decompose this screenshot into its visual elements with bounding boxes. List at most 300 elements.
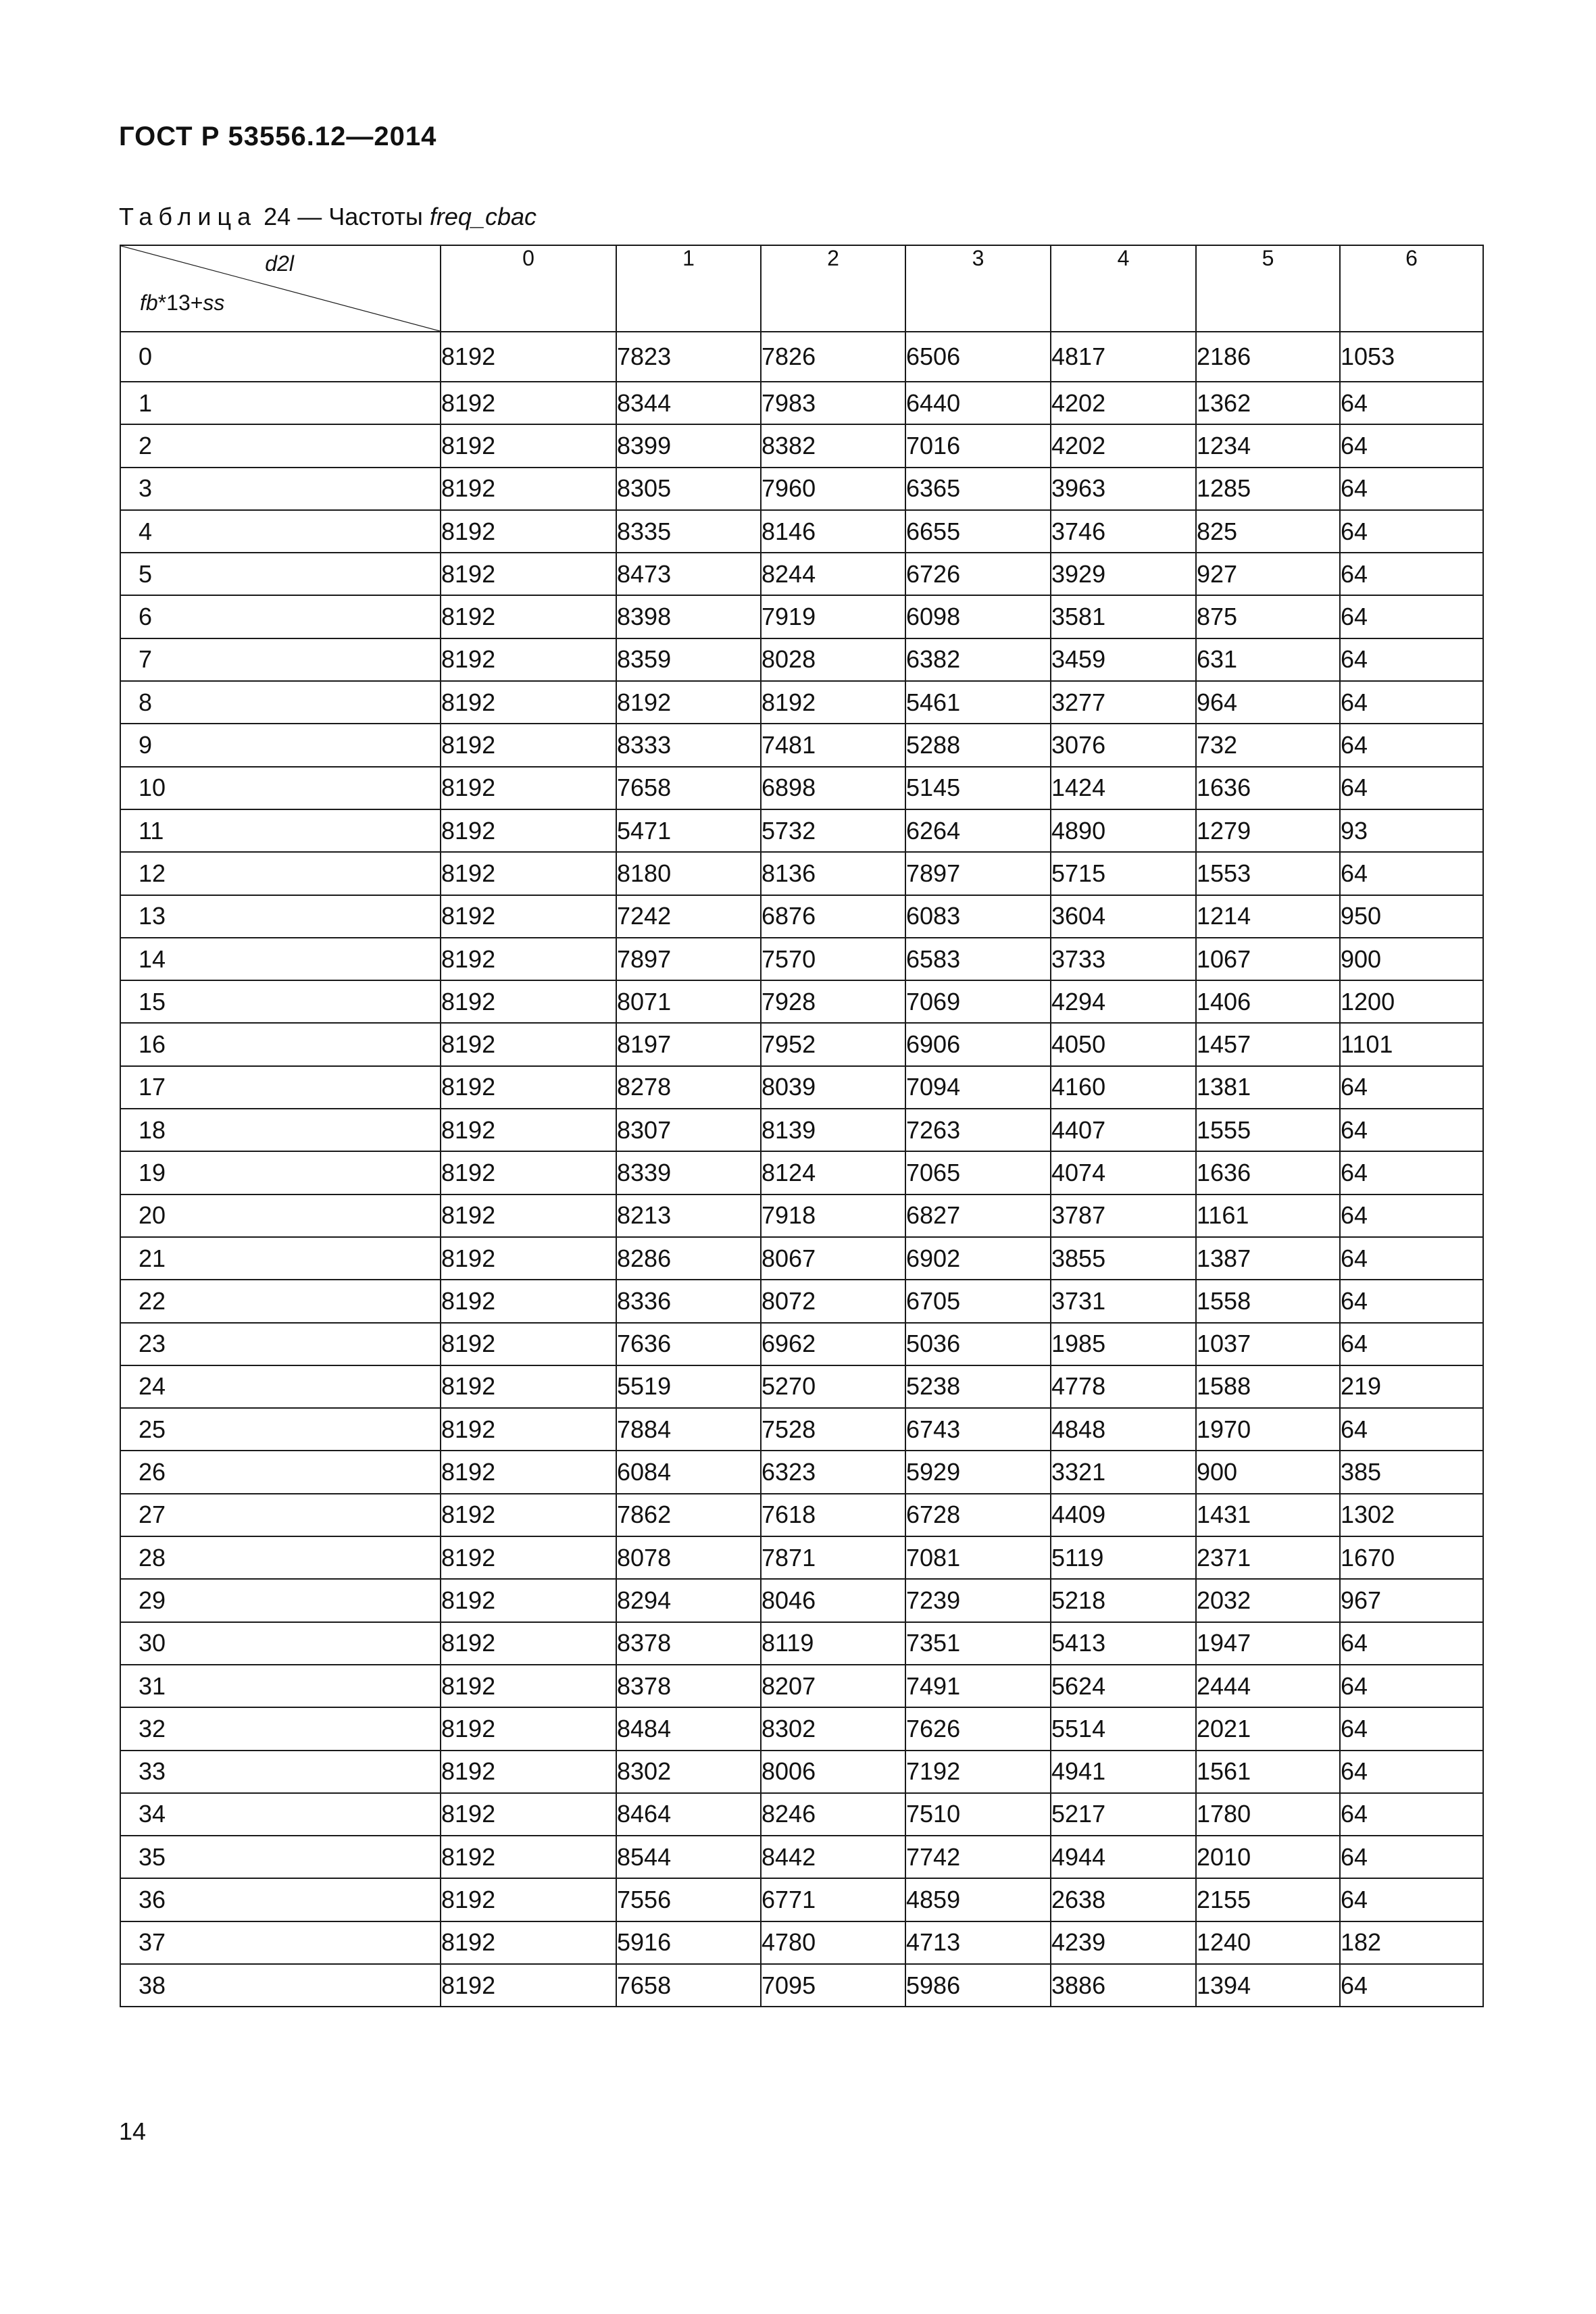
- table-cell: 8192: [441, 638, 616, 681]
- table-cell: 7823: [616, 332, 761, 382]
- table-cell: 8192: [441, 468, 616, 510]
- table-cell: 8333: [616, 724, 761, 766]
- table-cell: 8335: [616, 510, 761, 553]
- freq-table: [120, 245, 1484, 2007]
- row-key-cell: 36: [120, 1878, 441, 1921]
- table-cell: 1381: [1196, 1066, 1340, 1109]
- table-row: [120, 332, 1483, 382]
- table-cell: 64: [1340, 852, 1483, 895]
- table-cell: 1555: [1196, 1109, 1340, 1151]
- table-cell: 2638: [1051, 1878, 1196, 1921]
- table-cell: 64: [1340, 1836, 1483, 1878]
- table-cell: 2021: [1196, 1707, 1340, 1750]
- table-cell: 5916: [616, 1921, 761, 1964]
- table-row: [120, 1836, 1483, 1878]
- table-cell: 8192: [616, 681, 761, 724]
- table-cell: 8192: [761, 681, 905, 724]
- table-cell: 1053: [1340, 332, 1483, 382]
- table-cell: 8192: [441, 980, 616, 1023]
- table-cell: 8192: [441, 1023, 616, 1065]
- table-cell: 7897: [905, 852, 1051, 895]
- caption-prefix: Таблица: [119, 203, 257, 230]
- table-cell: 5514: [1051, 1707, 1196, 1750]
- table-cell: 900: [1196, 1451, 1340, 1493]
- table-cell: 1424: [1051, 767, 1196, 809]
- table-cell: 4817: [1051, 332, 1196, 382]
- row-key-cell: 17: [120, 1066, 441, 1109]
- table-cell: 8192: [441, 1451, 616, 1493]
- table-cell: 6098: [905, 595, 1051, 638]
- table-cell: 1636: [1196, 1151, 1340, 1194]
- column-axis-label: d2l: [265, 251, 294, 276]
- table-cell: 8399: [616, 424, 761, 467]
- table-cell: 8028: [761, 638, 905, 681]
- table-row: [120, 938, 1483, 980]
- table-cell: 6084: [616, 1451, 761, 1493]
- table-cell: 93: [1340, 809, 1483, 852]
- table-cell: 8192: [441, 1622, 616, 1665]
- table-cell: 8192: [441, 1494, 616, 1536]
- table-cell: 8305: [616, 468, 761, 510]
- table-cell: 8484: [616, 1707, 761, 1750]
- table-cell: 8192: [441, 895, 616, 938]
- table-cell: 6898: [761, 767, 905, 809]
- table-cell: 8192: [441, 553, 616, 595]
- table-cell: 64: [1340, 1323, 1483, 1365]
- row-axis-label: [140, 291, 224, 316]
- table-row: [120, 424, 1483, 467]
- row-key-cell: 16: [120, 1023, 441, 1065]
- table-cell: 7069: [905, 980, 1051, 1023]
- table-cell: 4202: [1051, 424, 1196, 467]
- table-cell: 7928: [761, 980, 905, 1023]
- caption-table-name: freq_cbac: [429, 203, 537, 230]
- table-cell: 6902: [905, 1237, 1051, 1280]
- row-key-cell: 22: [120, 1280, 441, 1322]
- table-cell: 7192: [905, 1751, 1051, 1793]
- column-header: 3: [905, 245, 1051, 332]
- table-cell: 1985: [1051, 1323, 1196, 1365]
- row-key-cell: 12: [120, 852, 441, 895]
- table-cell: 1780: [1196, 1793, 1340, 1836]
- table-cell: 8344: [616, 382, 761, 424]
- row-key-cell: 9: [120, 724, 441, 766]
- table-cell: 7897: [616, 938, 761, 980]
- table-cell: 7884: [616, 1408, 761, 1451]
- table-cell: 8207: [761, 1665, 905, 1707]
- table-cell: 8192: [441, 382, 616, 424]
- table-cell: 7094: [905, 1066, 1051, 1109]
- table-cell: 8192: [441, 681, 616, 724]
- table-cell: 8382: [761, 424, 905, 467]
- row-key-cell: 7: [120, 638, 441, 681]
- table-cell: 875: [1196, 595, 1340, 638]
- table-cell: 8192: [441, 1237, 616, 1280]
- table-cell: 5036: [905, 1323, 1051, 1365]
- table-cell: 8192: [441, 767, 616, 809]
- table-cell: 8192: [441, 424, 616, 467]
- table-cell: 8192: [441, 724, 616, 766]
- table-cell: 631: [1196, 638, 1340, 681]
- table-cell: 8473: [616, 553, 761, 595]
- table-cell: 1561: [1196, 1751, 1340, 1793]
- table-cell: 4160: [1051, 1066, 1196, 1109]
- row-key-cell: 29: [120, 1579, 441, 1621]
- table-cell: 8192: [441, 510, 616, 553]
- row-key-cell: 33: [120, 1751, 441, 1793]
- table-cell: 4859: [905, 1878, 1051, 1921]
- table-cell: 8192: [441, 1194, 616, 1237]
- table-row: [120, 510, 1483, 553]
- table-cell: 64: [1340, 681, 1483, 724]
- table-cell: 5238: [905, 1365, 1051, 1408]
- table-cell: 6771: [761, 1878, 905, 1921]
- table-cell: 1240: [1196, 1921, 1340, 1964]
- table-cell: 7960: [761, 468, 905, 510]
- table-cell: 1558: [1196, 1280, 1340, 1322]
- table-cell: 1200: [1340, 980, 1483, 1023]
- row-key-cell: 14: [120, 938, 441, 980]
- row-key-cell: 24: [120, 1365, 441, 1408]
- table-cell: 64: [1340, 1622, 1483, 1665]
- table-row: [120, 1921, 1483, 1964]
- table-cell: 3886: [1051, 1964, 1196, 2007]
- table-cell: 1037: [1196, 1323, 1340, 1365]
- row-key-cell: 0: [120, 332, 441, 382]
- table-cell: 6906: [905, 1023, 1051, 1065]
- column-header: 1: [616, 245, 761, 332]
- table-cell: 7242: [616, 895, 761, 938]
- row-key-cell: 35: [120, 1836, 441, 1878]
- table-row: [120, 1323, 1483, 1365]
- row-key-cell: 21: [120, 1237, 441, 1280]
- table-cell: 927: [1196, 553, 1340, 595]
- table-cell: 64: [1340, 424, 1483, 467]
- table-cell: 8192: [441, 1665, 616, 1707]
- table-row: [120, 1751, 1483, 1793]
- column-header: 2: [761, 245, 905, 332]
- table-cell: 8046: [761, 1579, 905, 1621]
- table-cell: 8307: [616, 1109, 761, 1151]
- table-cell: 64: [1340, 1751, 1483, 1793]
- table-cell: 7626: [905, 1707, 1051, 1750]
- table-cell: 8192: [441, 1707, 616, 1750]
- table-cell: 1394: [1196, 1964, 1340, 2007]
- table-cell: 5624: [1051, 1665, 1196, 1707]
- table-cell: 8244: [761, 553, 905, 595]
- table-cell: 3459: [1051, 638, 1196, 681]
- table-cell: 5732: [761, 809, 905, 852]
- table-row: [120, 980, 1483, 1023]
- table-cell: 64: [1340, 595, 1483, 638]
- table-cell: 64: [1340, 1408, 1483, 1451]
- row-key-cell: 6: [120, 595, 441, 638]
- table-cell: 5461: [905, 681, 1051, 724]
- table-cell: 732: [1196, 724, 1340, 766]
- table-cell: 64: [1340, 724, 1483, 766]
- table-row: [120, 1707, 1483, 1750]
- table-cell: 825: [1196, 510, 1340, 553]
- table-cell: 64: [1340, 553, 1483, 595]
- table-cell: 4713: [905, 1921, 1051, 1964]
- table-cell: 900: [1340, 938, 1483, 980]
- table-cell: 64: [1340, 1707, 1483, 1750]
- table-cell: 8192: [441, 809, 616, 852]
- table-cell: 8192: [441, 1109, 616, 1151]
- table-cell: 1970: [1196, 1408, 1340, 1451]
- table-cell: 3733: [1051, 938, 1196, 980]
- table-cell: 5217: [1051, 1793, 1196, 1836]
- table-row: [120, 895, 1483, 938]
- table-row: [120, 809, 1483, 852]
- table-row: [120, 1151, 1483, 1194]
- row-key-cell: 37: [120, 1921, 441, 1964]
- column-header: 0: [441, 245, 616, 332]
- table-cell: 1067: [1196, 938, 1340, 980]
- corner-cell: [120, 245, 441, 332]
- table-cell: 1279: [1196, 809, 1340, 852]
- table-cell: 3855: [1051, 1237, 1196, 1280]
- table-cell: 7065: [905, 1151, 1051, 1194]
- row-key-cell: 19: [120, 1151, 441, 1194]
- table-row: [120, 382, 1483, 424]
- table-row: [120, 468, 1483, 510]
- table-cell: 5119: [1051, 1536, 1196, 1579]
- table-cell: 8246: [761, 1793, 905, 1836]
- row-axis-label-part: *13+: [157, 291, 203, 315]
- table-cell: 5715: [1051, 852, 1196, 895]
- table-cell: 8192: [441, 1793, 616, 1836]
- table-row: [120, 595, 1483, 638]
- table-cell: 5986: [905, 1964, 1051, 2007]
- row-key-cell: 34: [120, 1793, 441, 1836]
- table-row: [120, 1878, 1483, 1921]
- table-cell: 4848: [1051, 1408, 1196, 1451]
- table-cell: 8302: [761, 1707, 905, 1750]
- table-cell: 1457: [1196, 1023, 1340, 1065]
- table-cell: 967: [1340, 1579, 1483, 1621]
- table-cell: 2371: [1196, 1536, 1340, 1579]
- table-cell: 7528: [761, 1408, 905, 1451]
- table-row: [120, 1622, 1483, 1665]
- table-cell: 1285: [1196, 468, 1340, 510]
- table-cell: 6506: [905, 332, 1051, 382]
- row-key-cell: 5: [120, 553, 441, 595]
- table-cell: 6827: [905, 1194, 1051, 1237]
- table-cell: 3321: [1051, 1451, 1196, 1493]
- table-cell: 8192: [441, 1323, 616, 1365]
- table-row: [120, 767, 1483, 809]
- table-cell: 8294: [616, 1579, 761, 1621]
- table-cell: 4074: [1051, 1151, 1196, 1194]
- table-cell: 64: [1340, 1793, 1483, 1836]
- table-cell: 8302: [616, 1751, 761, 1793]
- row-key-cell: 15: [120, 980, 441, 1023]
- table-cell: 6726: [905, 553, 1051, 595]
- row-key-cell: 8: [120, 681, 441, 724]
- table-cell: 8378: [616, 1665, 761, 1707]
- table-cell: 5519: [616, 1365, 761, 1408]
- table-cell: 8192: [441, 938, 616, 980]
- table-cell: 8192: [441, 1836, 616, 1878]
- table-cell: 3277: [1051, 681, 1196, 724]
- table-cell: 4944: [1051, 1836, 1196, 1878]
- table-cell: 6655: [905, 510, 1051, 553]
- table-cell: 7618: [761, 1494, 905, 1536]
- row-key-cell: 1: [120, 382, 441, 424]
- table-row: [120, 681, 1483, 724]
- table-cell: 8180: [616, 852, 761, 895]
- table-header-row: [120, 245, 1483, 332]
- row-key-cell: 30: [120, 1622, 441, 1665]
- table-cell: 5288: [905, 724, 1051, 766]
- table-cell: 7095: [761, 1964, 905, 2007]
- table-cell: 3787: [1051, 1194, 1196, 1237]
- table-cell: 6264: [905, 809, 1051, 852]
- table-row: [120, 638, 1483, 681]
- column-header: 6: [1340, 245, 1483, 332]
- table-row: [120, 852, 1483, 895]
- table-cell: 64: [1340, 1280, 1483, 1322]
- table-cell: 8192: [441, 1751, 616, 1793]
- table-cell: 7952: [761, 1023, 905, 1065]
- row-key-cell: 11: [120, 809, 441, 852]
- table-cell: 64: [1340, 1066, 1483, 1109]
- table-cell: 8139: [761, 1109, 905, 1151]
- table-row: [120, 724, 1483, 766]
- table-cell: 7491: [905, 1665, 1051, 1707]
- table-cell: 8359: [616, 638, 761, 681]
- table-cell: 64: [1340, 1964, 1483, 2007]
- table-cell: 1101: [1340, 1023, 1483, 1065]
- row-axis-label-part: ss: [203, 291, 225, 315]
- table-cell: 1553: [1196, 852, 1340, 895]
- table-cell: 1362: [1196, 382, 1340, 424]
- caption-number: 24 — Частоты: [257, 203, 430, 230]
- table-cell: 8124: [761, 1151, 905, 1194]
- row-key-cell: 32: [120, 1707, 441, 1750]
- table-cell: 1387: [1196, 1237, 1340, 1280]
- table-row: [120, 1109, 1483, 1151]
- table-cell: 7570: [761, 938, 905, 980]
- table-row: [120, 1579, 1483, 1621]
- table-cell: 8071: [616, 980, 761, 1023]
- table-cell: 2010: [1196, 1836, 1340, 1878]
- table-cell: 1234: [1196, 424, 1340, 467]
- table-row: [120, 1365, 1483, 1408]
- table-cell: 8192: [441, 1878, 616, 1921]
- table-cell: 7263: [905, 1109, 1051, 1151]
- table-cell: 1214: [1196, 895, 1340, 938]
- table-cell: 1302: [1340, 1494, 1483, 1536]
- table-cell: 6876: [761, 895, 905, 938]
- table-cell: 7862: [616, 1494, 761, 1536]
- table-cell: 4202: [1051, 382, 1196, 424]
- table-cell: 3731: [1051, 1280, 1196, 1322]
- table-cell: 7016: [905, 424, 1051, 467]
- table-cell: 964: [1196, 681, 1340, 724]
- table-cell: 6083: [905, 895, 1051, 938]
- table-cell: 182: [1340, 1921, 1483, 1964]
- table-cell: 6728: [905, 1494, 1051, 1536]
- column-header: 4: [1051, 245, 1196, 332]
- row-key-cell: 10: [120, 767, 441, 809]
- row-key-cell: 27: [120, 1494, 441, 1536]
- row-key-cell: 18: [120, 1109, 441, 1151]
- column-header: 5: [1196, 245, 1340, 332]
- table-cell: 3746: [1051, 510, 1196, 553]
- table-row: [120, 1194, 1483, 1237]
- table-row: [120, 1536, 1483, 1579]
- table-cell: 8078: [616, 1536, 761, 1579]
- document-header: ГОСТ Р 53556.12—2014: [119, 122, 437, 151]
- table-row: [120, 1280, 1483, 1322]
- table-cell: 8278: [616, 1066, 761, 1109]
- table-cell: 8192: [441, 1280, 616, 1322]
- table-cell: 64: [1340, 1151, 1483, 1194]
- row-key-cell: 28: [120, 1536, 441, 1579]
- table-caption: [119, 203, 537, 231]
- page-number: 14: [119, 2117, 147, 2145]
- table-cell: 5413: [1051, 1622, 1196, 1665]
- table-cell: 5471: [616, 809, 761, 852]
- table-cell: 4780: [761, 1921, 905, 1964]
- table-cell: 8192: [441, 1536, 616, 1579]
- table-cell: 7919: [761, 595, 905, 638]
- table-cell: 6382: [905, 638, 1051, 681]
- table-cell: 219: [1340, 1365, 1483, 1408]
- table-cell: 4409: [1051, 1494, 1196, 1536]
- table-cell: 1431: [1196, 1494, 1340, 1536]
- table-row: [120, 1066, 1483, 1109]
- table-cell: 7510: [905, 1793, 1051, 1836]
- table-cell: 4294: [1051, 980, 1196, 1023]
- table-cell: 64: [1340, 1878, 1483, 1921]
- table-cell: 6705: [905, 1280, 1051, 1322]
- table-cell: 8192: [441, 1579, 616, 1621]
- row-key-cell: 20: [120, 1194, 441, 1237]
- table-row: [120, 1964, 1483, 2007]
- table-row: [120, 1665, 1483, 1707]
- table-cell: 6962: [761, 1323, 905, 1365]
- table-cell: 8192: [441, 852, 616, 895]
- table-row: [120, 1408, 1483, 1451]
- table-cell: 3581: [1051, 595, 1196, 638]
- table-cell: 64: [1340, 1237, 1483, 1280]
- table-row: [120, 1451, 1483, 1493]
- table-cell: 8398: [616, 595, 761, 638]
- table-cell: 8544: [616, 1836, 761, 1878]
- table-cell: 7556: [616, 1878, 761, 1921]
- table-cell: 8336: [616, 1280, 761, 1322]
- table-cell: 8192: [441, 1964, 616, 2007]
- table-cell: 5218: [1051, 1579, 1196, 1621]
- table-body: [120, 332, 1483, 2007]
- table-cell: 3929: [1051, 553, 1196, 595]
- table-cell: 8039: [761, 1066, 905, 1109]
- table-cell: 7239: [905, 1579, 1051, 1621]
- table-cell: 1588: [1196, 1365, 1340, 1408]
- table-cell: 6743: [905, 1408, 1051, 1451]
- table-cell: 2032: [1196, 1579, 1340, 1621]
- table-cell: 3963: [1051, 468, 1196, 510]
- table-cell: 7636: [616, 1323, 761, 1365]
- table-cell: 5145: [905, 767, 1051, 809]
- table-cell: 7658: [616, 1964, 761, 2007]
- table-cell: 8192: [441, 1408, 616, 1451]
- table-cell: 8192: [441, 1066, 616, 1109]
- row-key-cell: 13: [120, 895, 441, 938]
